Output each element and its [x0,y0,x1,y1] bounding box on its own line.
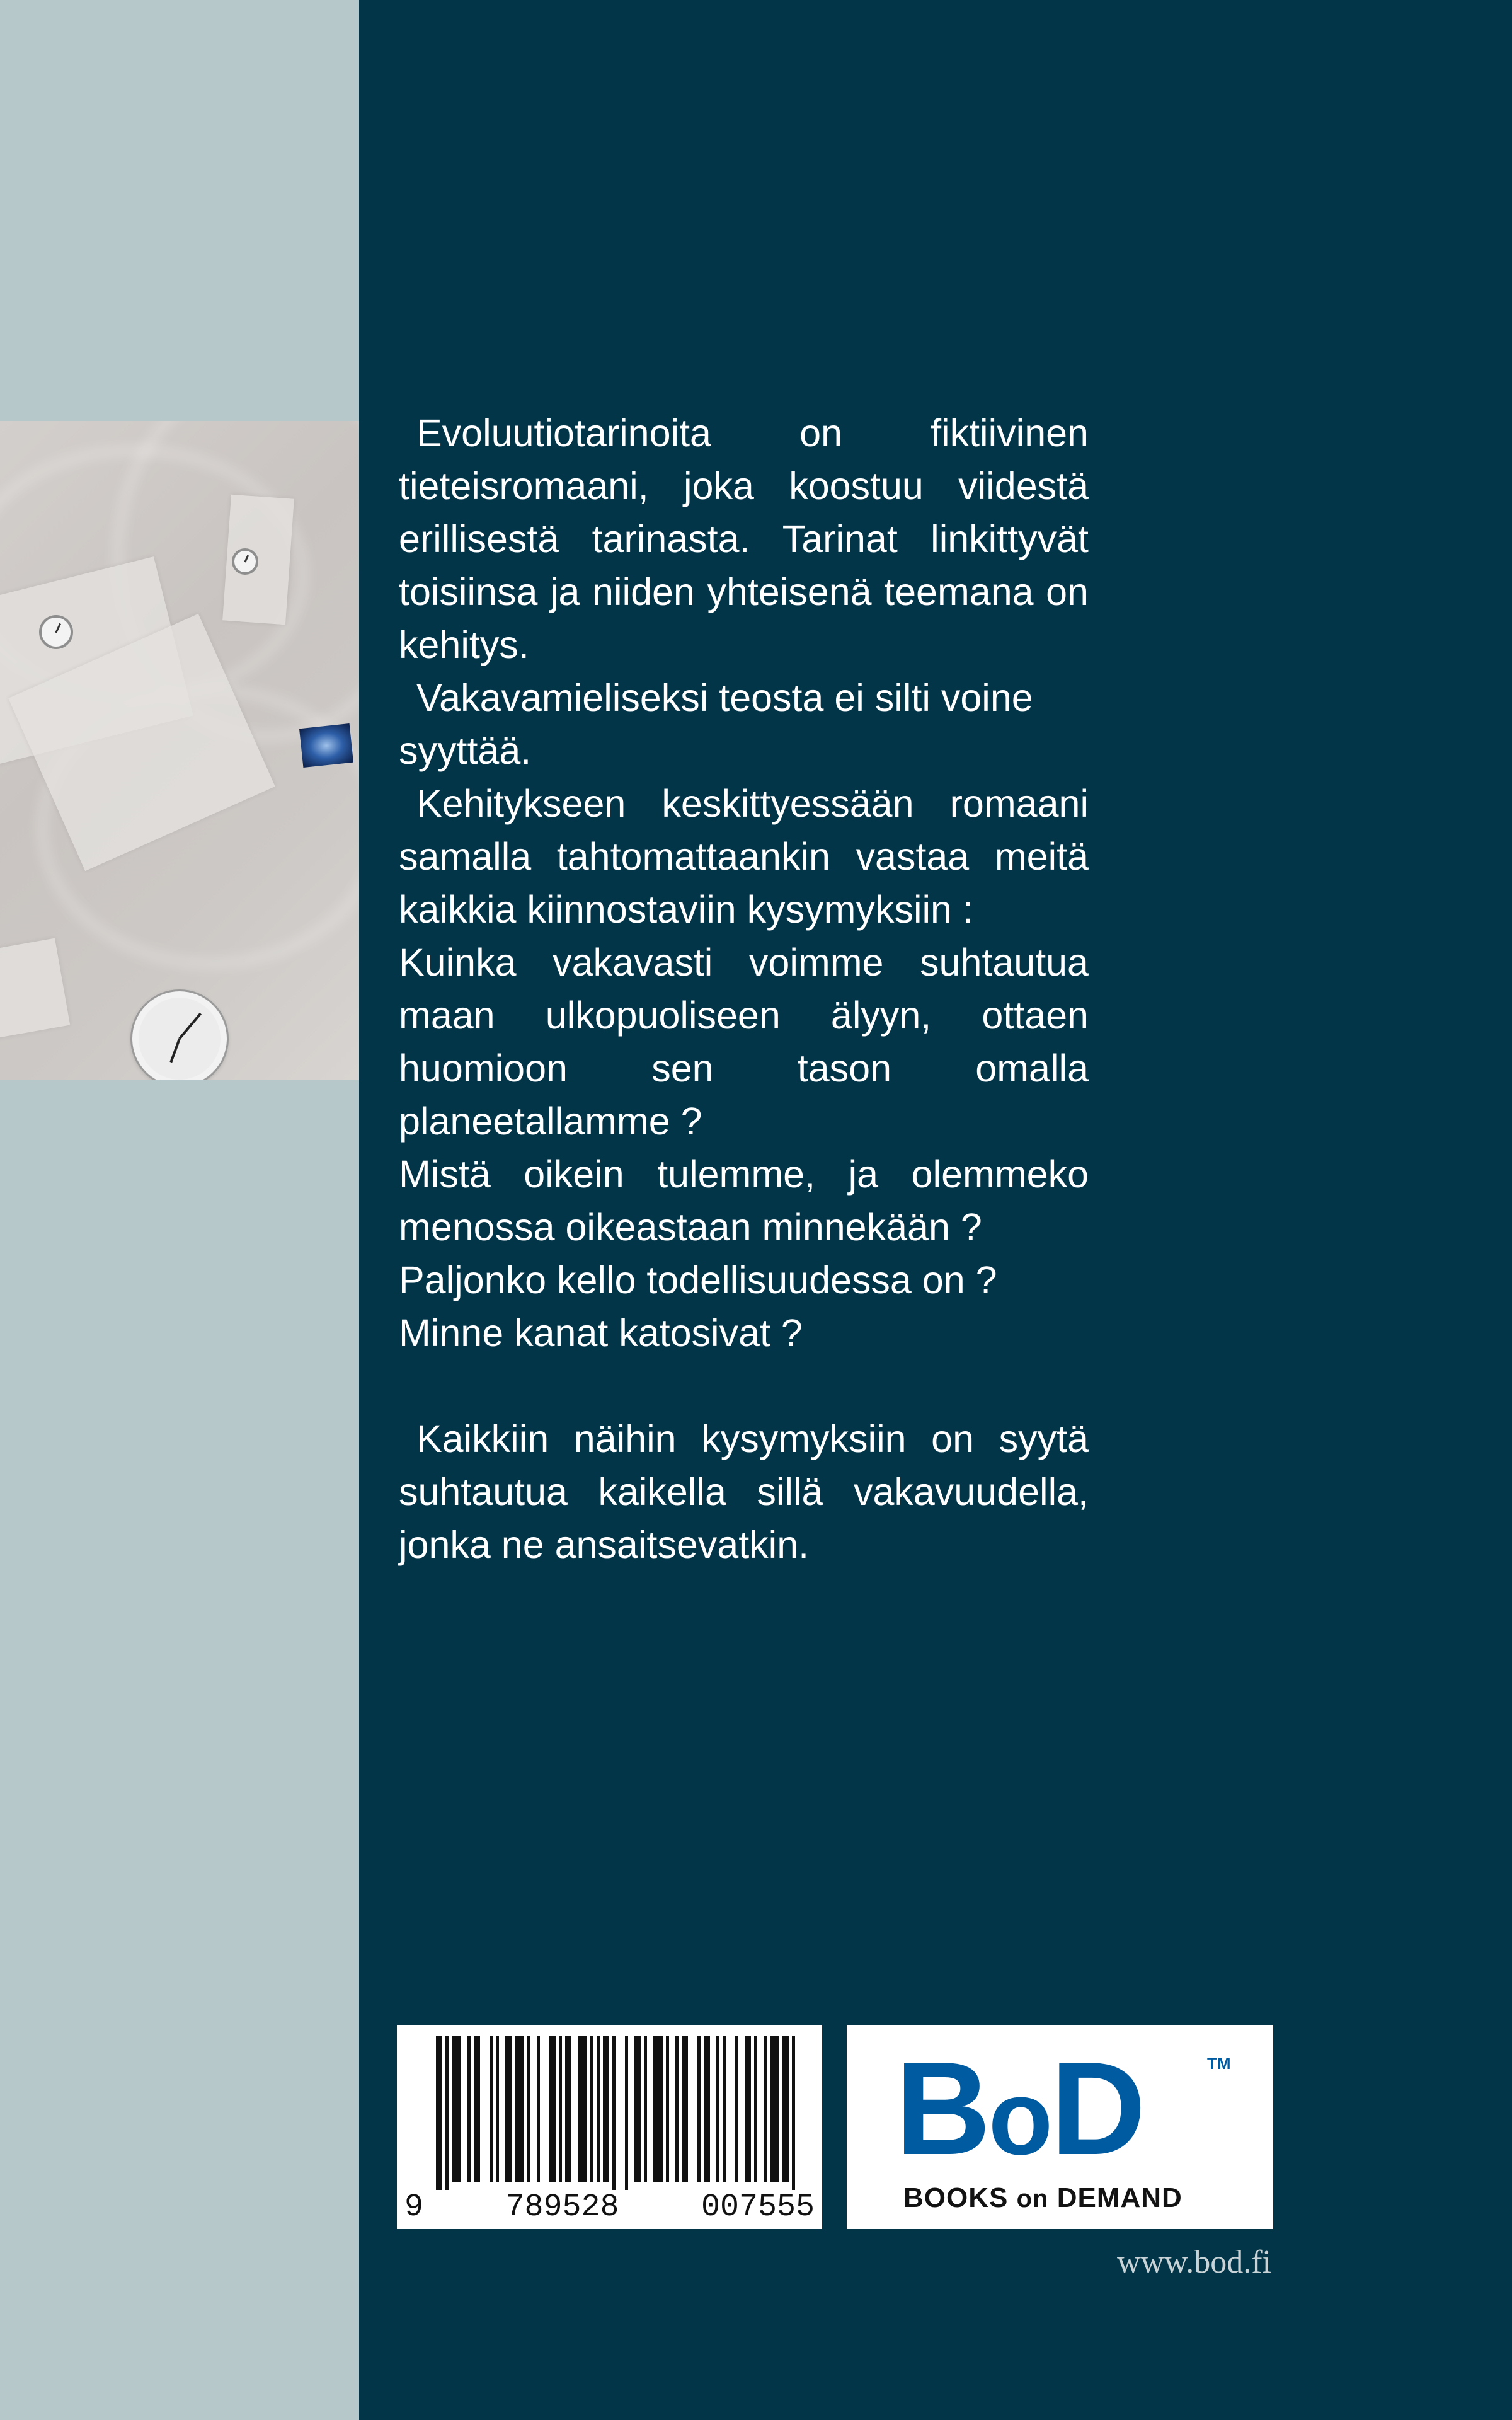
barcode-bar [675,2036,679,2182]
isbn-barcode [397,2025,822,2229]
barcode-bar [723,2036,726,2182]
barcode-bar [445,2036,449,2190]
barcode-bar [603,2036,609,2182]
isbn-left-group: 789528 [505,2189,619,2225]
barcode-bar [754,2036,757,2182]
bod-wordmark [895,2034,1143,2182]
back-cover-blurb [399,406,1089,1571]
bod-letter-b: B [895,2034,988,2182]
barcode-bar [634,2036,641,2182]
barcode-bar [537,2036,540,2182]
blurb-question-intelligence: Kuinka vakavasti voimme suhtautua maan ulkopuoliseen älyyn, ottaen huomioon sen tason omalla planeetallamme ? [399,941,1089,1143]
publisher-url[interactable]: www.bod.fi [1116,2244,1271,2280]
small-clock-icon [232,548,258,575]
bod-publisher-logo [847,2025,1273,2229]
tagline-on: on [1016,2185,1049,2213]
barcode-bar [505,2036,512,2182]
isbn-lead-digit: 9 [404,2189,424,2225]
barcode-bar [565,2036,571,2182]
bod-letter-d: D [1050,2034,1143,2182]
barcode-bar [474,2036,480,2182]
blurb-paragraph-tone: Vakavamieliseksi teosta ei silti voine syyttää. [399,676,1033,772]
barcode-bar [597,2036,600,2182]
barcode-bar [653,2036,663,2182]
barcode-bar [590,2036,593,2182]
barcode-bar [452,2036,461,2182]
barcode-bar [644,2036,647,2182]
wall-clock-icon [132,991,227,1080]
floating-paper [0,938,70,1039]
blurb-question-chickens: Minne kanat katosivat ? [399,1311,803,1354]
barcode-bar [764,2036,767,2182]
blurb-paragraph-closing: Kaikkiin näihin kysymyksiin on syytä suhtautua kaikella sillä vakavuudella, jonka ne ansaitsevatkin. [399,1417,1089,1566]
tagline-books: BOOKS [903,2182,1009,2213]
barcode-bar [436,2036,442,2190]
paragraph-gap [399,1359,1089,1412]
barcode-bar [559,2036,562,2182]
barcode-bar [745,2036,751,2182]
galaxy-picture [299,723,353,768]
barcode-bar [704,2036,710,2182]
barcode-bar [782,2036,789,2182]
bod-letter-o: o [988,2058,1051,2177]
barcode-bar [578,2036,587,2182]
blurb-question-time: Paljonko kello todellisuudessa on ? [399,1259,997,1301]
barcode-bars [436,2036,801,2190]
barcode-bar [625,2036,628,2190]
barcode-bar [666,2036,669,2182]
barcode-bar [716,2036,719,2182]
clock-minute-hand [178,1013,201,1039]
blurb-paragraph-intro: Evoluutiotarinoita on fiktiivinen tieteisromaani, joka koostuu viidestä erillisestä tarinasta. Tarinat linkittyvät toisiinsa ja niiden yhteisenä teemana on kehitys. [399,412,1089,666]
bod-tagline [903,2182,1183,2214]
barcode-bar [735,2036,738,2182]
blurb-question-origin: Mistä oikein tulemme, ja olemmeko menossa oikeastaan minnekään ? [399,1153,1089,1248]
barcode-bar [515,2036,524,2182]
small-clock-icon [39,615,73,649]
cover-illustration [0,421,359,1080]
tagline-demand: DEMAND [1057,2182,1183,2213]
clock-hour-hand [169,1038,180,1063]
barcode-bar [682,2036,688,2182]
trademark-mark: TM [1207,2054,1231,2073]
barcode-bar [490,2036,493,2182]
left-strip [0,0,359,2420]
blurb-paragraph-questions-intro: Kehitykseen keskittyessään romaani samalla tahtomattaankin vastaa meitä kaikkia kiinnostaviin kysymyksiin : [399,782,1089,931]
isbn-right-group: 007555 [701,2189,815,2225]
barcode-bar [697,2036,701,2182]
isbn-digits [397,2189,822,2225]
barcode-bar [549,2036,556,2182]
barcode-bar [467,2036,471,2182]
barcode-bar [612,2036,616,2190]
barcode-bar [496,2036,499,2182]
barcode-bar [770,2036,779,2182]
barcode-bar [527,2036,530,2182]
barcode-bar [792,2036,795,2190]
